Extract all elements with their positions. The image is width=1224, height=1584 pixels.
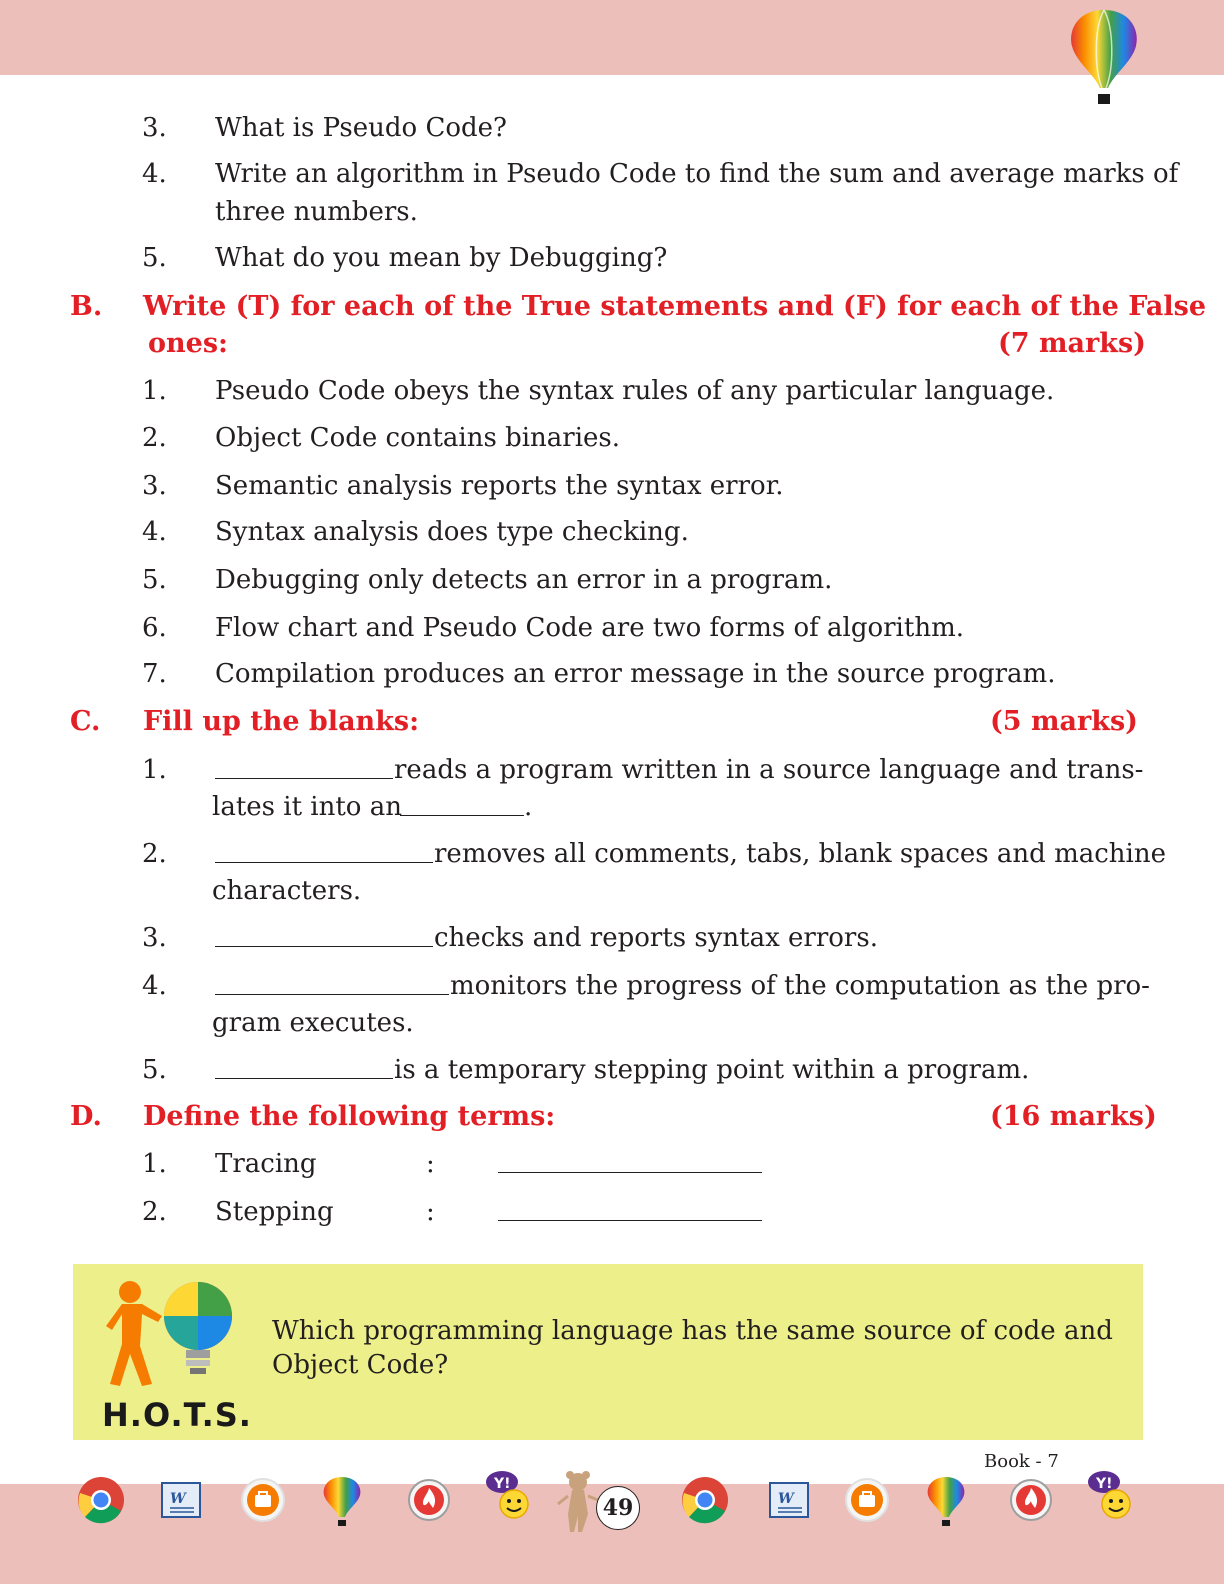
briefcase-icon xyxy=(238,1475,288,1525)
svg-text:W: W xyxy=(170,1491,186,1507)
section-d-marks: (16 marks) xyxy=(990,1101,1157,1132)
blank-number: 4. xyxy=(142,971,167,1001)
word-icon xyxy=(764,1475,814,1525)
yahoo-messenger-icon xyxy=(1086,1468,1138,1524)
blank-line xyxy=(215,920,433,957)
blank-text-period: . xyxy=(524,792,533,822)
blank-text: removes all comments, tabs, blank spaces and machine xyxy=(434,839,1166,869)
term-answer-line xyxy=(498,1194,762,1231)
term-answer-line xyxy=(498,1146,762,1183)
blank-text: checks and reports syntax errors. xyxy=(434,923,878,953)
svg-text:Y!: Y! xyxy=(494,1476,511,1492)
statement-number: 2. xyxy=(142,423,167,453)
blank-text: reads a program written in a source language and trans- xyxy=(394,755,1144,785)
section-b-title: Write (T) for each of the True statements and (F) for each of the False xyxy=(143,291,1207,322)
section-c-marks: (5 marks) xyxy=(990,706,1138,737)
question-number: 4. xyxy=(142,159,167,189)
section-c-letter: C. xyxy=(70,706,101,737)
chrome-icon xyxy=(76,1475,126,1525)
hots-question-line: Object Code? xyxy=(272,1350,449,1380)
fire-icon xyxy=(404,1475,454,1525)
statement-text: Debugging only detects an error in a program. xyxy=(215,565,833,595)
header-band xyxy=(0,0,1224,75)
balloon-icon xyxy=(926,1475,966,1527)
statement-text: Syntax analysis does type checking. xyxy=(215,517,689,547)
book-label: Book - 7 xyxy=(984,1451,1059,1472)
statement-text: Flow chart and Pseudo Code are two forms of algorithm. xyxy=(215,613,964,643)
blank-line xyxy=(215,968,449,1005)
statement-number: 5. xyxy=(142,565,167,595)
blank-number: 5. xyxy=(142,1055,167,1085)
svg-text:Y!: Y! xyxy=(1096,1476,1113,1492)
blank-number: 3. xyxy=(142,923,167,953)
yahoo-messenger-icon xyxy=(484,1468,536,1524)
question-number: 5. xyxy=(142,243,167,273)
term-text: Tracing xyxy=(215,1149,317,1179)
blank-text-continued: characters. xyxy=(212,876,362,906)
blank-text: is a temporary stepping point within a program. xyxy=(394,1055,1030,1085)
word-icon xyxy=(156,1475,206,1525)
term-number: 2. xyxy=(142,1197,167,1227)
statement-text: Object Code contains binaries. xyxy=(215,423,621,453)
question-text: What do you mean by Debugging? xyxy=(215,243,668,273)
question-text-continued: three numbers. xyxy=(215,197,418,227)
blank-line xyxy=(215,836,433,873)
section-c-title: Fill up the blanks: xyxy=(143,706,420,737)
blank-line xyxy=(215,752,393,789)
svg-text:W: W xyxy=(778,1491,794,1507)
blank-text-continued: lates it into an xyxy=(212,792,402,822)
term-colon: : xyxy=(426,1197,435,1227)
statement-text: Compilation produces an error message in the source program. xyxy=(215,659,1056,689)
statement-number: 6. xyxy=(142,613,167,643)
section-d-title: Define the following terms: xyxy=(143,1101,556,1132)
hots-label: H.O.T.S. xyxy=(102,1396,252,1434)
blank-text: monitors the progress of the computation as the pro- xyxy=(450,971,1150,1001)
statement-text: Pseudo Code obeys the syntax rules of any particular language. xyxy=(215,376,1055,406)
statement-text: Semantic analysis reports the syntax error. xyxy=(215,471,784,501)
term-number: 1. xyxy=(142,1149,167,1179)
term-colon: : xyxy=(426,1149,435,1179)
section-d-letter: D. xyxy=(70,1101,102,1132)
blank-line xyxy=(215,1052,393,1089)
mouse-mascot-icon xyxy=(556,1470,600,1534)
question-text: What is Pseudo Code? xyxy=(215,113,507,143)
blank-text-continued: gram executes. xyxy=(212,1008,414,1038)
question-text: Write an algorithm in Pseudo Code to find the sum and average marks of xyxy=(215,159,1179,189)
blank-number: 2. xyxy=(142,839,167,869)
section-b-title-continued: ones: xyxy=(148,328,228,359)
page-number: 49 xyxy=(596,1486,640,1530)
hots-question-line: Which programming language has the same source of code and xyxy=(272,1316,1113,1346)
term-text: Stepping xyxy=(215,1197,334,1227)
blank-line xyxy=(400,789,524,826)
section-b-marks: (7 marks) xyxy=(998,328,1146,359)
balloon-icon xyxy=(322,1475,362,1527)
chrome-icon xyxy=(680,1475,730,1525)
section-b-letter: B. xyxy=(70,291,103,322)
statement-number: 7. xyxy=(142,659,167,689)
statement-number: 3. xyxy=(142,471,167,501)
statement-number: 1. xyxy=(142,376,167,406)
blank-number: 1. xyxy=(142,755,167,785)
statement-number: 4. xyxy=(142,517,167,547)
question-number: 3. xyxy=(142,113,167,143)
balloon-logo-icon xyxy=(1068,8,1140,106)
briefcase-icon xyxy=(842,1475,892,1525)
puzzle-bulb-figure-icon xyxy=(100,1276,250,1396)
fire-icon xyxy=(1006,1475,1056,1525)
